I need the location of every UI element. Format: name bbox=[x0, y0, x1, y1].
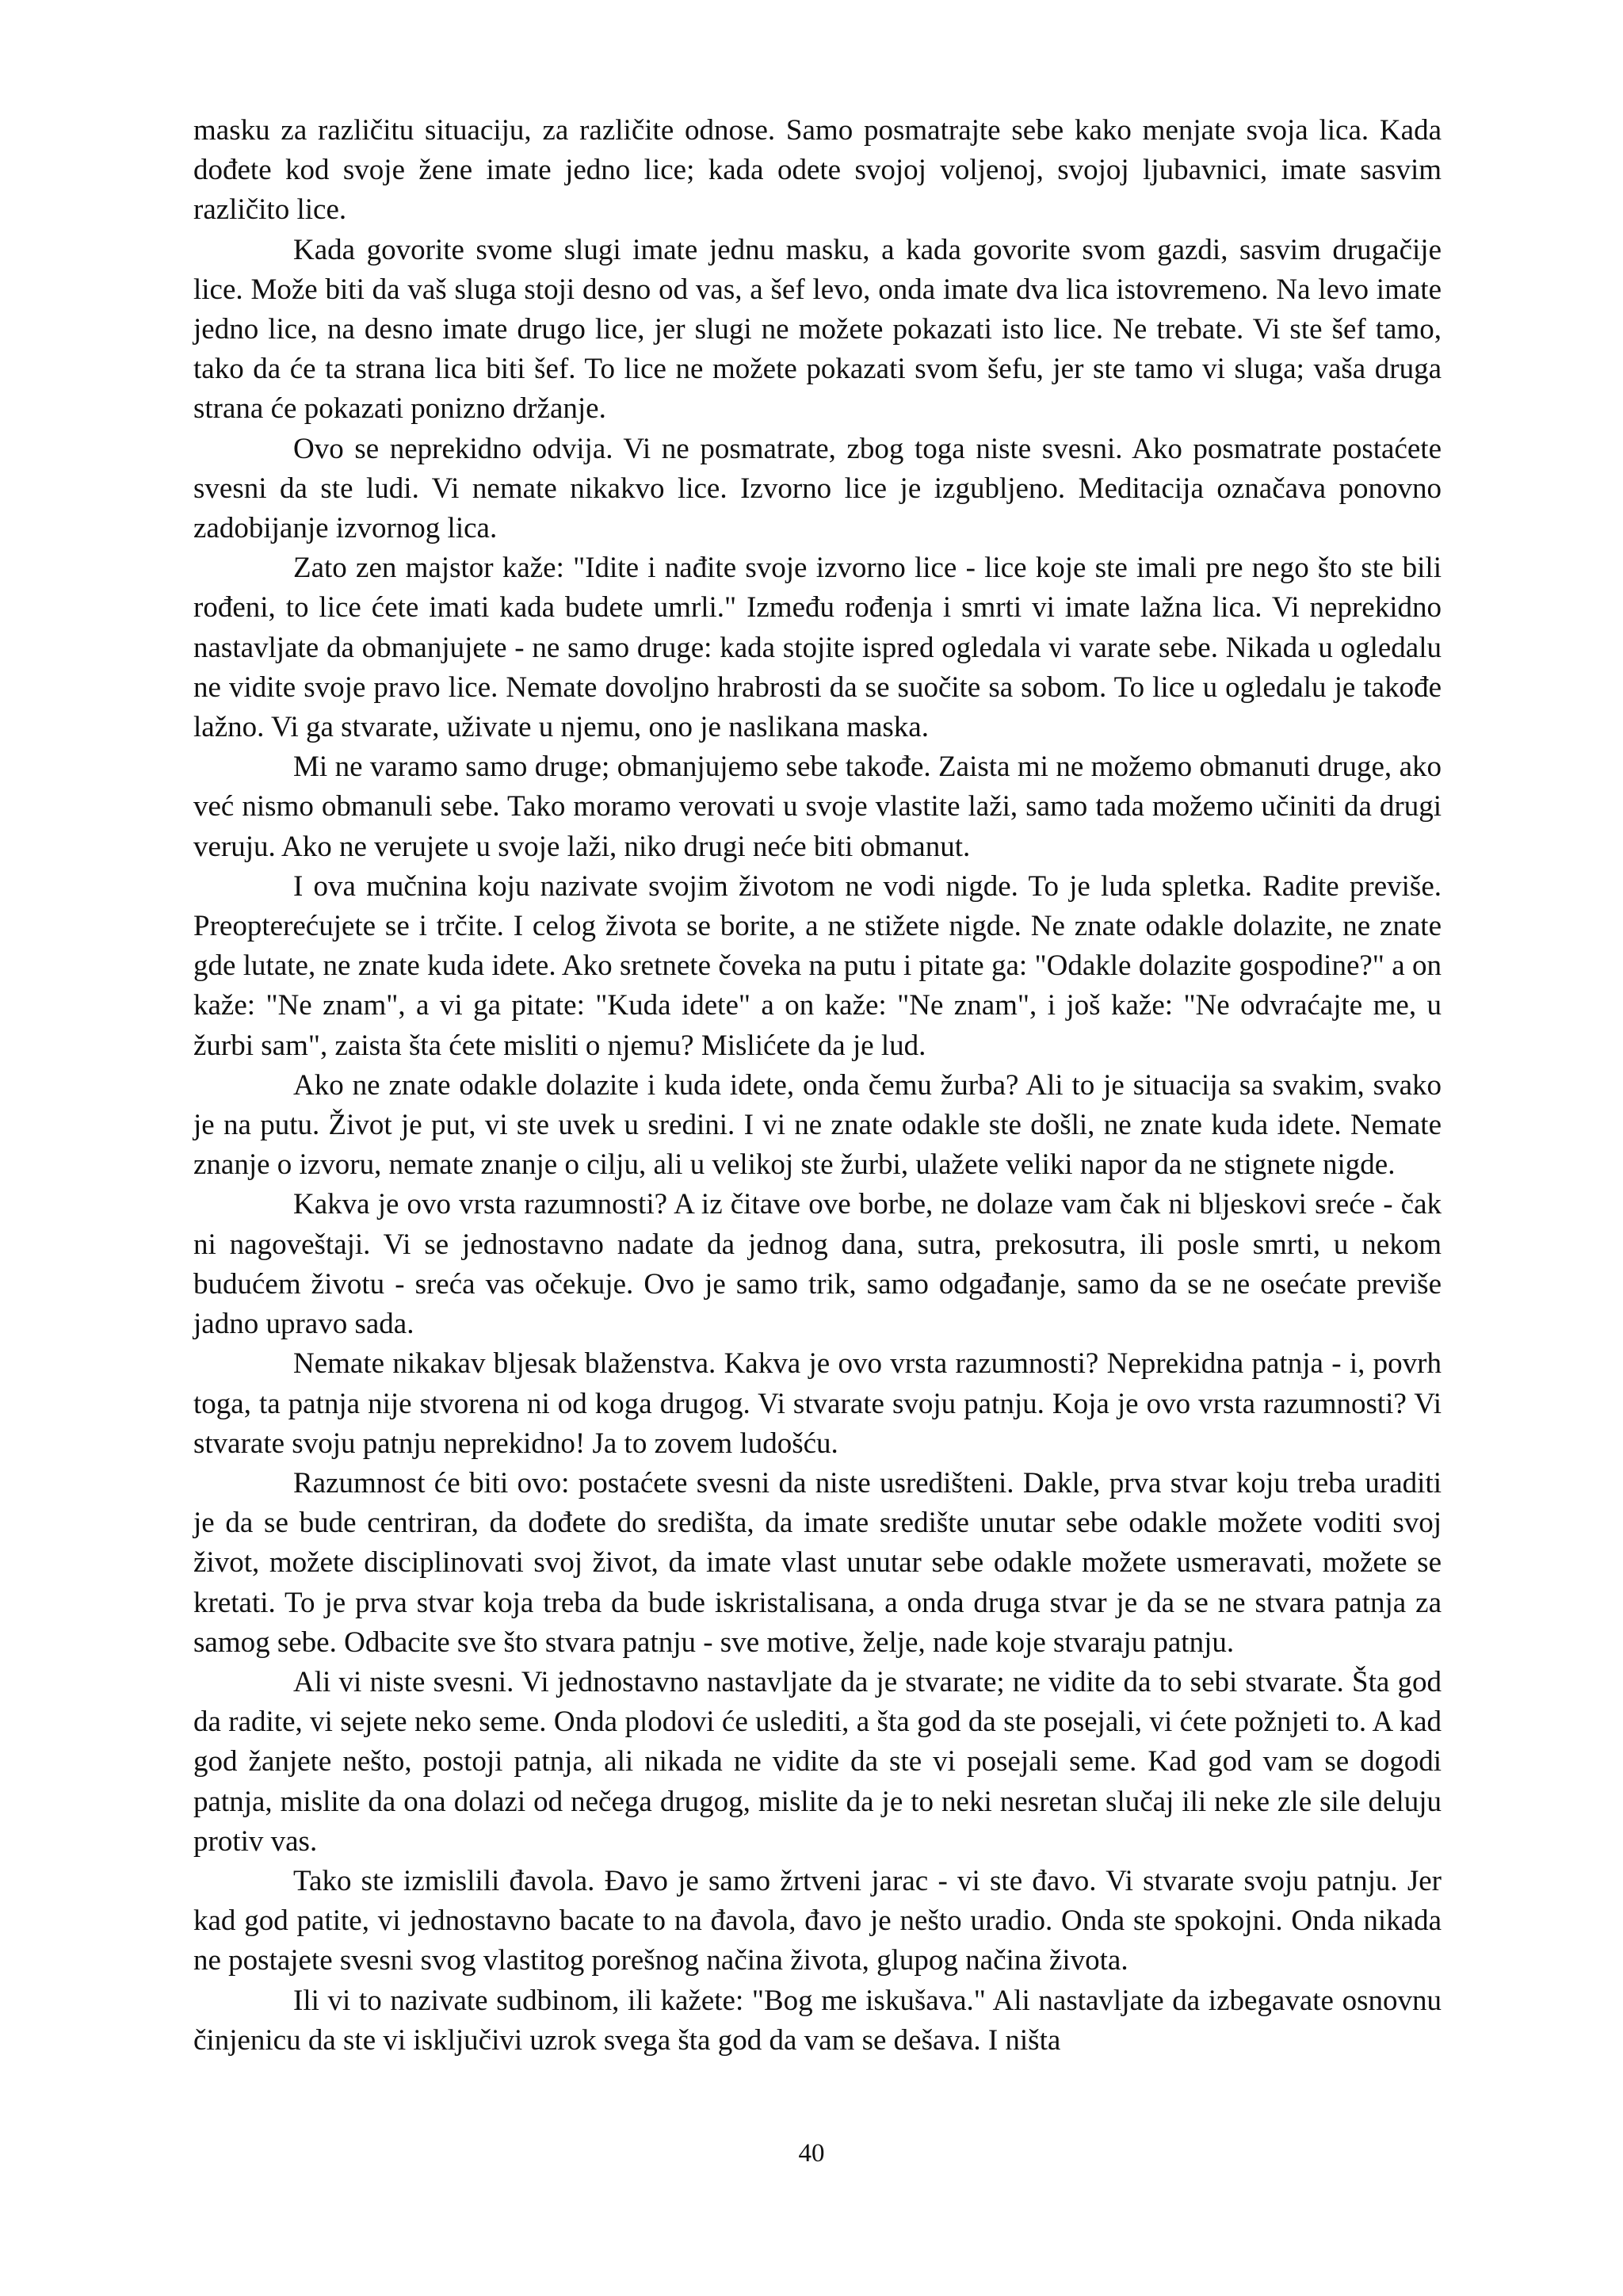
paragraph: I ova mučnina koju nazivate svojim životom ne vodi nigde. To je luda spletka. Radite previše. Preopterećujete se i trčite. I celog života se borite, a ne stižete nigde. Ne znate odakle dolazite, ne znate gde lutate, ne znate kuda idete. Ako sretnete čoveka na putu i pitate ga: "Odakle dolazite gospodine?" a on kaže: "Ne znam", a vi ga pitate: "Kuda idete" a on kaže: "Ne znam", i još kaže: "Ne odvraćajte me, u žurbi sam", zaista šta ćete misliti o njemu? Mislićete da je lud. bbox=[193, 869, 1442, 1062]
page-number: 40 bbox=[798, 2139, 825, 2168]
paragraph: Ovo se neprekidno odvija. Vi ne posmatrate, zbog toga niste svesni. Ako posmatrate postaćete svesni da ste ludi. Vi nemate nikakvo lice. Izvorno lice je izgubljeno. Meditacija označava ponovno zadobijanje izvornog lica. bbox=[193, 432, 1442, 545]
paragraph: Ako ne znate odakle dolazite i kuda idete, onda čemu žurba? Ali to je situacija sa svakim, svako je na putu. Život je put, vi ste uvek u sredini. I vi ne znate odakle ste došli, ne znate kuda idete. Nemate znanje o izvoru, nemate znanje o cilju, ali u velikoj ste žurbi, ulažete veliki napor da ne stignete nigde. bbox=[193, 1068, 1442, 1182]
paragraph: Nemate nikakav bljesak blaženstva. Kakva je ovo vrsta razumnosti? Neprekidna patnja - i, povrh toga, ta patnja nije stvorena ni od koga drugog. Vi stvarate svoju patnju. Koja je ovo vrsta razumnosti? Vi stvarate svoju patnju neprekidno! Ja to zovem ludošću. bbox=[193, 1347, 1442, 1460]
paragraph: Kada govorite svome slugi imate jednu masku, a kada govorite svom gazdi, sasvim drugačije lice. Može biti da vaš sluga stoji desno od vas, a šef levo, onda imate dva lica istovremeno. Na levo imate jedno lice, na desno imate drugo lice, jer slugi ne možete pokazati isto lice. Ne trebate. Vi ste šef tamo, tako da će ta strana lica biti šef. To lice ne možete pokazati svom šefu, jer ste tamo vi sluga; vaša druga strana će pokazati ponizno držanje. bbox=[193, 233, 1442, 426]
paragraph: Zato zen majstor kaže: "Idite i nađite svoje izvorno lice - lice koje ste imali pre nego što ste bili rođeni, to lice ćete imati kada budete umrli." Između rođenja i smrti vi imate lažna lica. Vi neprekidno nastavljate da obmanjujete - ne samo druge: kada stojite ispred ogledala vi varate sebe. Nikada u ogledalu ne vidite svoje pravo lice. Nemate dovoljno hrabrosti da se suočite sa sobom. To lice u ogledalu je takođe lažno. Vi ga stvarate, uživate u njemu, ono je naslikana maska. bbox=[193, 552, 1442, 744]
paragraph: masku za različitu situaciju, za različite odnose. Samo posmatrajte sebe kako menjate svoja lica. Kada dođete kod svoje žene imate jedno lice; kada odete svojoj voljenoj, svojoj ljubavnici, imate sasvim različito lice. bbox=[193, 114, 1442, 227]
paragraph: Ili vi to nazivate sudbinom, ili kažete: "Bog me iskušava." Ali nastavljate da izbegavate osnovnu činjenicu da ste vi isključivi uzrok svega šta god da vam se dešava. I ništa bbox=[193, 1984, 1442, 2057]
paragraph: Tako ste izmislili đavola. Đavo je samo žrtveni jarac - vi ste đavo. Vi stvarate svoju patnju. Jer kad god patite, vi jednostavno bacate to na đavola, đavo je nešto uradio. Onda ste spokojni. Onda nikada ne postajete svesni svog vlastitog porešnog načina života, glupog načina života. bbox=[193, 1864, 1442, 1977]
paragraph: Ali vi niste svesni. Vi jednostavno nastavljate da je stvarate; ne vidite da to sebi stvarate. Šta god da radite, vi sejete neko seme. Onda plodovi će uslediti, a šta god da ste posejali, vi ćete požnjeti to. A kad god žanjete nešto, postoji patnja, ali nikada ne vidite da ste vi posejali seme. Kad god vam se dogodi patnja, mislite da ona dolazi od nečega drugog, mislite da je to neki nesretan slučaj ili neke zle sile deluju protiv vas. bbox=[193, 1665, 1442, 1858]
paragraph: Mi ne varamo samo druge; obmanjujemo sebe takođe. Zaista mi ne možemo obmanuti druge, ako već nismo obmanuli sebe. Tako moramo verovati u svoje vlastite laži, samo tada možemo učiniti da drugi veruju. Ako ne verujete u svoje laži, niko drugi neće biti obmanut. bbox=[193, 751, 1442, 863]
paragraph: Kakva je ovo vrsta razumnosti? A iz čitave ove borbe, ne dolaze vam čak ni bljeskovi sreće - čak ni nagoveštaji. Vi se jednostavno nadate da jednog dana, sutra, prekosutra, ili posle smrti, u nekom budućem životu - sreća vas očekuje. Ovo je samo trik, samo odgađanje, samo da se ne osećate previše jadno upravo sada. bbox=[193, 1188, 1442, 1341]
paragraph: Razumnost će biti ovo: postaćete svesni da niste usredišteni. Dakle, prva stvar koju treba uraditi je da se bude centriran, da dođete do središta, da imate središte unutar sebe odakle možete voditi svoj život, možete disciplinovati svoj život, da imate vlast unutar sebe odakle možete usmeravati, možete se kretati. To je prva stvar koja treba da bude iskristalisana, a onda druga stvar je da se ne stvara patnja za samog sebe. Odbacite sve što stvara patnju - sve motive, želje, nade koje stvaraju patnju. bbox=[193, 1466, 1442, 1659]
body-text bbox=[193, 111, 1442, 2061]
